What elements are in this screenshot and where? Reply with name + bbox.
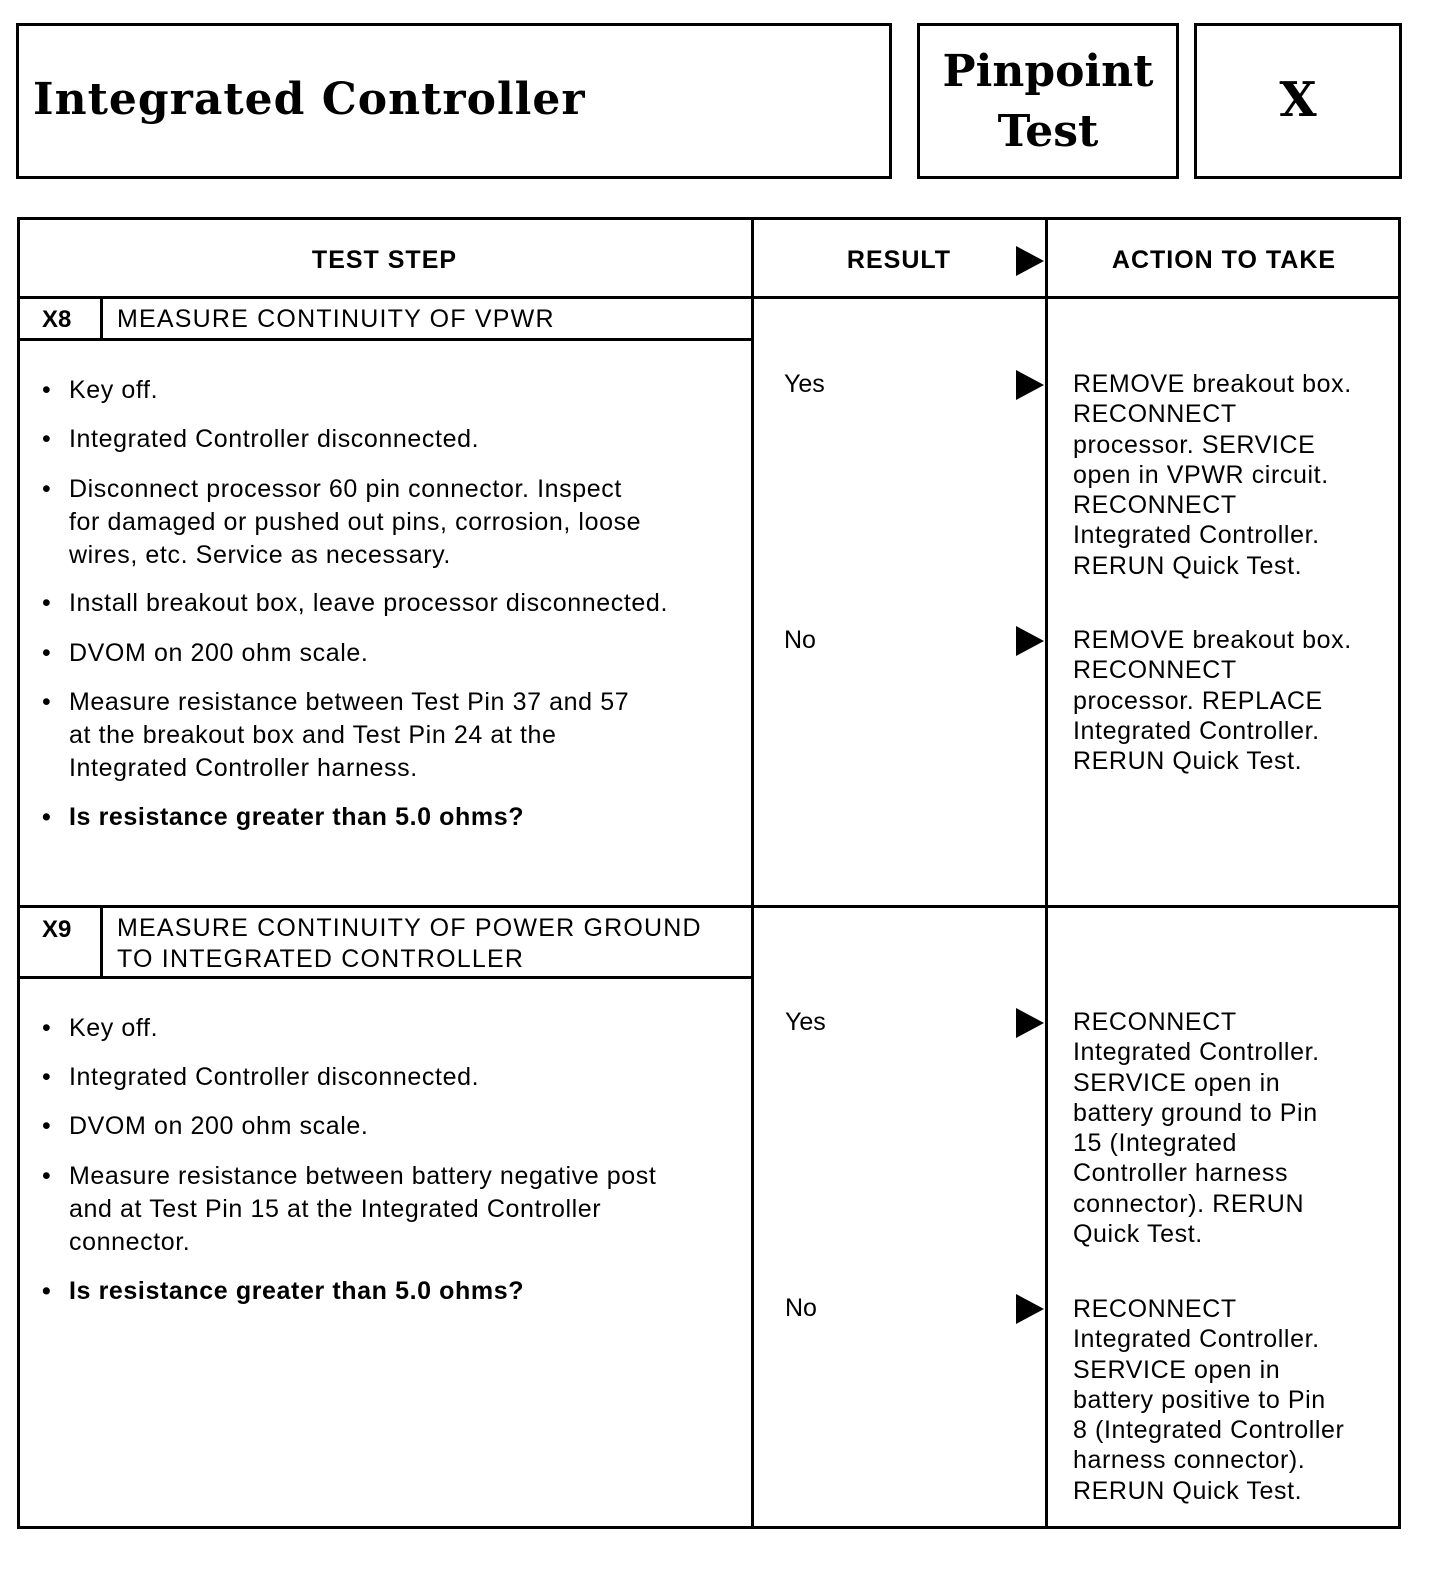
- column-header-action: ACTION TO TAKE: [1111, 246, 1337, 274]
- arrow-right-icon: [1016, 246, 1044, 276]
- step-id: X8: [42, 306, 72, 333]
- step-header-bottom: [17, 338, 752, 341]
- action-text: REMOVE breakout box. RECONNECT processor. REPLACE Integrated Controller. RERUN Quick Test.: [1073, 626, 1352, 776]
- title-box: [16, 23, 892, 179]
- section-label: Pinpoint Test: [942, 46, 1154, 157]
- result-no: No: [785, 1294, 817, 1322]
- step-id-divider: [100, 907, 103, 977]
- step-instruction: • Key off.: [42, 374, 158, 407]
- step-header-bottom: [17, 976, 752, 979]
- step-id: X9: [42, 916, 72, 943]
- step-id-divider: [100, 297, 103, 339]
- action-text: RECONNECT Integrated Controller. SERVICE open in battery ground to Pin 15 (Integrated Controller harness connector). RERUN Quick Test.: [1073, 1008, 1320, 1249]
- column-header-test-step: TEST STEP: [311, 246, 458, 274]
- row-divider: [17, 905, 1401, 908]
- step-instruction: • Integrated Controller disconnected.: [42, 1061, 479, 1094]
- step-question: • Is resistance greater than 5.0 ohms?: [42, 801, 524, 834]
- step-instruction: • DVOM on 200 ohm scale.: [42, 637, 368, 670]
- test-letter-box: [1194, 23, 1402, 179]
- page-title: Integrated Controller: [33, 74, 586, 125]
- column-divider: [751, 217, 754, 1529]
- section-box: [917, 23, 1179, 179]
- step-instruction: • DVOM on 200 ohm scale.: [42, 1110, 368, 1143]
- step-instruction: • Measure resistance between battery negative post and at Test Pin 15 at the Integrated Controller connector.: [42, 1160, 656, 1259]
- result-no: No: [784, 626, 816, 654]
- step-instruction: • Integrated Controller disconnected.: [42, 423, 479, 456]
- arrow-right-icon: [1016, 1294, 1044, 1324]
- header-divider: [17, 296, 1401, 299]
- step-instruction: • Measure resistance between Test Pin 37 and 57 at the breakout box and Test Pin 24 at the Integrated Controller harness.: [42, 686, 629, 785]
- result-yes: Yes: [784, 370, 825, 398]
- step-instruction: • Key off.: [42, 1012, 158, 1045]
- action-text: REMOVE breakout box. RECONNECT processor. SERVICE open in VPWR circuit. RECONNECT Integrated Controller. RERUN Quick Test.: [1073, 370, 1352, 580]
- step-title: MEASURE CONTINUITY OF VPWR: [117, 305, 555, 333]
- step-question: • Is resistance greater than 5.0 ohms?: [42, 1275, 524, 1308]
- column-header-result: RESULT: [846, 246, 952, 274]
- result-yes: Yes: [785, 1008, 826, 1036]
- test-letter: X: [1279, 72, 1317, 128]
- step-instruction: • Disconnect processor 60 pin connector. Inspect for damaged or pushed out pins, corrosion, loose wires, etc. Service as necessary.: [42, 473, 641, 572]
- step-title: MEASURE CONTINUITY OF POWER GROUND TO INTEGRATED CONTROLLER: [117, 914, 702, 973]
- column-divider: [1045, 217, 1048, 1529]
- arrow-right-icon: [1016, 1008, 1044, 1038]
- arrow-right-icon: [1016, 626, 1044, 656]
- arrow-right-icon: [1016, 370, 1044, 400]
- step-instruction: • Install breakout box, leave processor disconnected.: [42, 587, 668, 620]
- action-text: RECONNECT Integrated Controller. SERVICE open in battery positive to Pin 8 (Integrated Controller harness connector). RERUN Quick Test.: [1073, 1295, 1345, 1505]
